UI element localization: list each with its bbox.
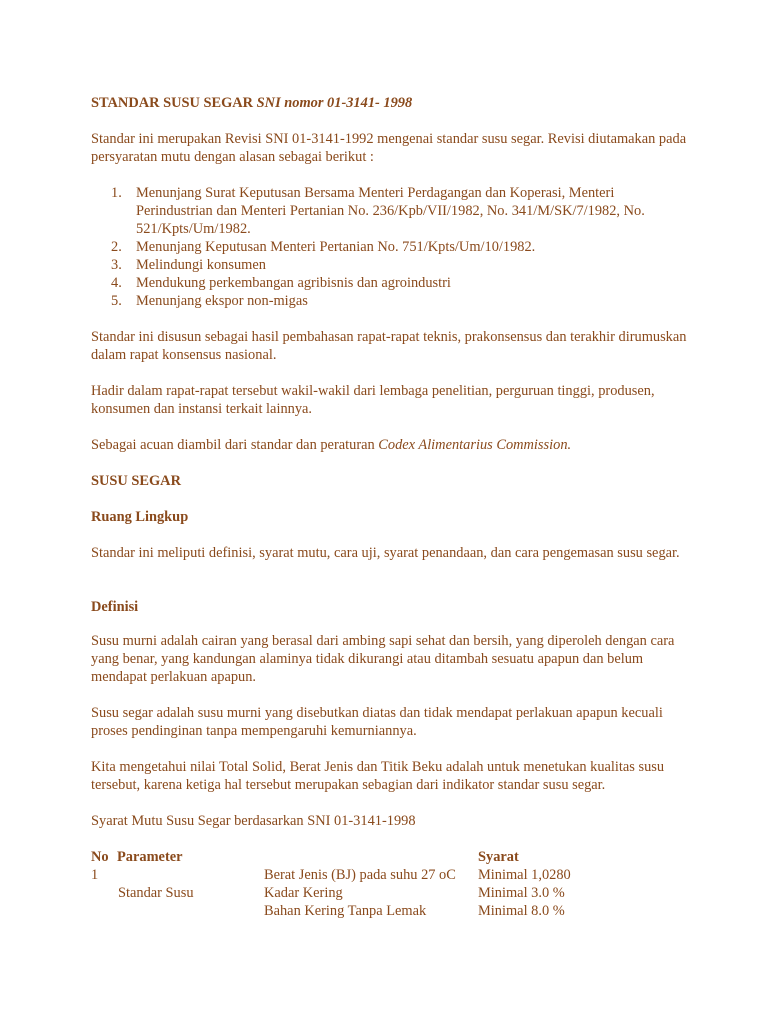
intro-paragraph: Standar ini merupakan Revisi SNI 01-3141-1992 mengenai standar susu segar. Revisi diutamakan pada persyaratan mutu dengan alasan sebagai berikut : <box>91 131 687 165</box>
reasons-list <box>111 184 681 310</box>
list-item: 2. Menunjang Keputusan Menteri Pertanian No. 751/Kpts/Um/10/1982. <box>111 239 536 255</box>
heading-ruang-lingkup: Ruang Lingkup <box>91 509 189 525</box>
heading-definisi: Definisi <box>91 599 139 615</box>
paragraph-kualitas: Kita mengetahui nilai Total Solid, Berat Jenis dan Titik Beku adalah untuk menetukan kualitas susu tersebut, karena ketiga hal tersebut merupakan sebagian dari indikator standar susu segar. <box>91 759 665 793</box>
document-title <box>91 94 691 112</box>
table-caption: Syarat Mutu Susu Segar berdasarkan SNI 01-3141-1998 <box>91 813 416 829</box>
table-cell-value: Minimal 3.0 % <box>478 885 565 901</box>
paragraph-penyusunan: Standar ini disusun sebagai hasil pembahasan rapat-rapat teknis, prakonsensus dan terakhir dirumuskan dalam rapat konsensus nasional. <box>91 329 687 363</box>
list-item: 5. Menunjang ekspor non-migas <box>111 293 308 309</box>
paragraph-susu-segar: Susu segar adalah susu murni yang disebutkan diatas dan tidak mendapat perlakuan apapun kecuali proses pendinginan tanpa mempengaruhi kemurniannya. <box>91 705 663 739</box>
table-cell-item: Berat Jenis (BJ) pada suhu 27 oC <box>264 867 456 883</box>
column-header-no: No <box>91 849 109 865</box>
paragraph-ruang-lingkup: Standar ini meliputi definisi, syarat mutu, cara uji, syarat penandaan, dan cara pengemasan susu segar. <box>91 545 680 561</box>
heading-susu-segar: SUSU SEGAR <box>91 473 181 489</box>
paragraph-susu-murni: Susu murni adalah cairan yang berasal dari ambing sapi sehat dan bersih, yang diperoleh dengan cara yang benar, yang kandungan alaminya tidak dikurangi atau ditambah sesuatu apapun dan belum mendapat perlakuan apapun. <box>91 633 675 685</box>
list-item: 1. Menunjang Surat Keputusan Bersama Menteri Perdagangan dan Koperasi, Menteri Perindustrian dan Menteri Pertanian No. 236/Kpb/VII/1982, No. 341/M/SK/7/1982, No. 521/Kpts/Um/1982. <box>111 185 645 237</box>
parameter-group: Standar Susu <box>118 885 194 901</box>
table-cell-item: Kadar Kering <box>264 885 343 901</box>
column-header-syarat: Syarat <box>478 849 519 865</box>
list-item: 3. Melindungi konsumen <box>111 257 266 273</box>
title-main: STANDAR SUSU SEGAR <box>91 95 257 111</box>
paragraph-hadir: Hadir dalam rapat-rapat tersebut wakil-wakil dari lembaga penelitian, perguruan tinggi, produsen, konsumen dan instansi terkait lainnya. <box>91 383 655 417</box>
table-cell-item: Bahan Kering Tanpa Lemak <box>264 903 427 919</box>
codex-reference: Codex Alimentarius Commission. <box>378 437 572 453</box>
row-number: 1 <box>91 867 99 883</box>
list-item: 4. Mendukung perkembangan agribisnis dan agroindustri <box>111 275 451 291</box>
title-sni-number: SNI nomor 01-3141- 1998 <box>256 95 413 111</box>
table-cell-value: Minimal 8.0 % <box>478 903 565 919</box>
paragraph-acuan: Sebagai acuan diambil dari standar dan peraturan Codex Alimentarius Commission. <box>91 437 572 453</box>
table-cell-value: Minimal 1,0280 <box>478 867 571 883</box>
column-header-parameter: Parameter <box>117 849 183 865</box>
